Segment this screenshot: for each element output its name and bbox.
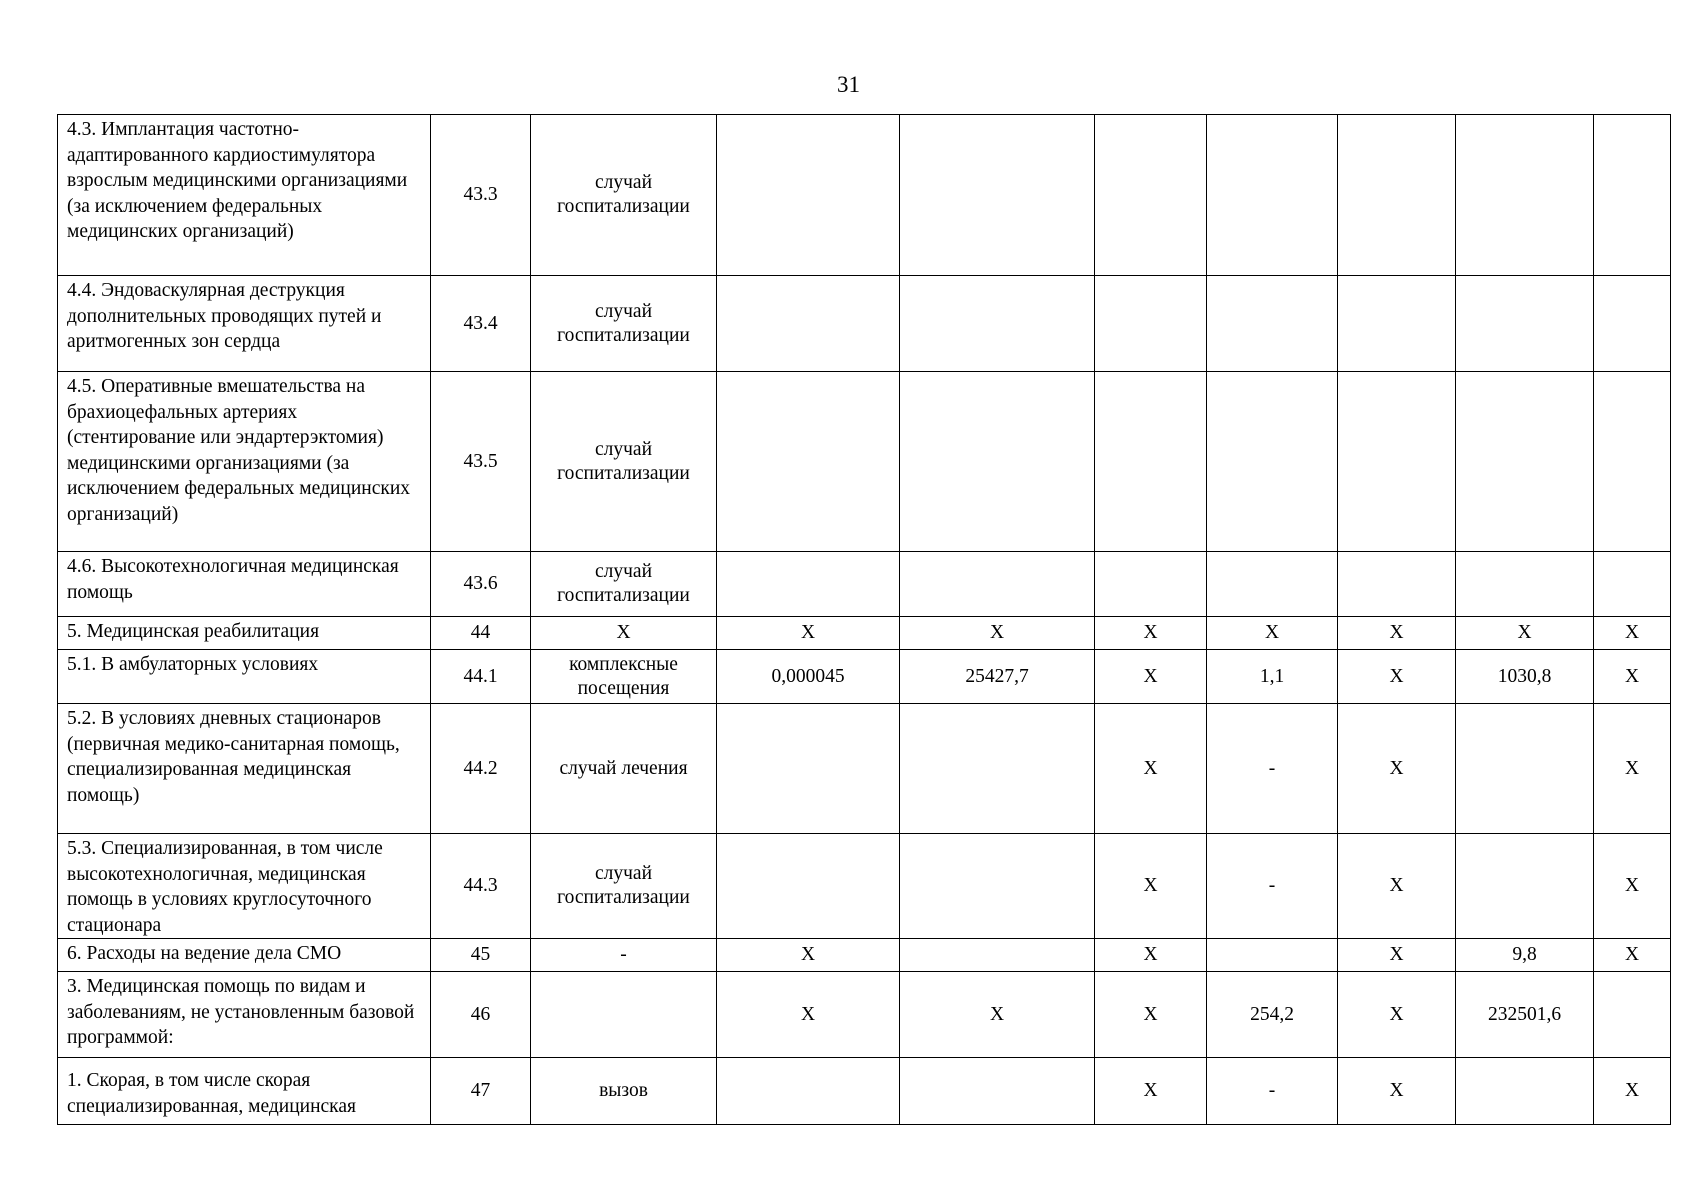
cell-c10	[1594, 972, 1671, 1058]
row-name: 4.6. Высокотехнологичная медицинская помощь	[58, 552, 431, 617]
cell-c6	[1095, 276, 1207, 372]
cell-c5	[900, 276, 1095, 372]
table-row	[58, 939, 1671, 972]
cell-c5	[900, 834, 1095, 939]
row-unit	[531, 972, 717, 1058]
cell-c4: Х	[717, 939, 900, 972]
table-row	[58, 650, 1671, 704]
cell-c6	[1095, 552, 1207, 617]
cell-c6: Х	[1095, 972, 1207, 1058]
cell-c10: Х	[1594, 704, 1671, 834]
row-code: 44	[431, 617, 531, 650]
cell-c4	[717, 834, 900, 939]
row-code: 43.6	[431, 552, 531, 617]
row-name: 4.5. Оперативные вмешательства на брахиоцефальных артериях (стентирование или эндартерэктомия) медицинскими организациями (за исключением федеральных медицинских организаций)	[58, 372, 431, 552]
cell-c6: Х	[1095, 650, 1207, 704]
cell-c7	[1207, 115, 1338, 276]
cell-c7: 254,2	[1207, 972, 1338, 1058]
cell-c9	[1456, 372, 1594, 552]
row-code: 44.2	[431, 704, 531, 834]
cell-c4	[717, 1058, 900, 1125]
row-code: 47	[431, 1058, 531, 1125]
table-row	[58, 704, 1671, 834]
cell-c9	[1456, 115, 1594, 276]
row-code: 44.1	[431, 650, 531, 704]
row-unit: случай лечения	[531, 704, 717, 834]
row-name: 4.4. Эндоваскулярная деструкция дополнительных проводящих путей и аритмогенных зон сердца	[58, 276, 431, 372]
page-number: 31	[837, 72, 860, 97]
cell-c8	[1338, 276, 1456, 372]
row-unit: случай госпитализации	[531, 834, 717, 939]
cell-c5	[900, 939, 1095, 972]
row-name: 4.3. Имплантация частотно-адаптированного кардиостимулятора взрослым медицинскими организациями (за исключением федеральных медицинских организаций)	[58, 115, 431, 276]
row-unit: случай госпитализации	[531, 552, 717, 617]
row-unit: случай госпитализации	[531, 115, 717, 276]
table-row	[58, 276, 1671, 372]
cell-c10: Х	[1594, 617, 1671, 650]
cell-c7: Х	[1207, 617, 1338, 650]
cell-c5	[900, 115, 1095, 276]
cell-c8: Х	[1338, 834, 1456, 939]
row-name: 5.3. Специализированная, в том числе высокотехнологичная, медицинская помощь в условиях круглосуточного стационара	[58, 834, 431, 939]
cell-c4	[717, 276, 900, 372]
cell-c5: Х	[900, 972, 1095, 1058]
data-table	[57, 114, 1671, 1125]
cell-c4: Х	[717, 617, 900, 650]
cell-c7	[1207, 552, 1338, 617]
cell-c8	[1338, 115, 1456, 276]
cell-c10	[1594, 115, 1671, 276]
cell-c10	[1594, 372, 1671, 552]
row-unit: случай госпитализации	[531, 276, 717, 372]
table-row	[58, 115, 1671, 276]
row-code: 44.3	[431, 834, 531, 939]
cell-c6: Х	[1095, 617, 1207, 650]
table-row	[58, 372, 1671, 552]
cell-c4	[717, 704, 900, 834]
cell-c5	[900, 372, 1095, 552]
cell-c4	[717, 372, 900, 552]
table-row	[58, 617, 1671, 650]
cell-c7	[1207, 276, 1338, 372]
cell-c10	[1594, 552, 1671, 617]
cell-c9	[1456, 552, 1594, 617]
cell-c6	[1095, 372, 1207, 552]
row-code: 43.4	[431, 276, 531, 372]
cell-c6: Х	[1095, 1058, 1207, 1125]
cell-c10	[1594, 276, 1671, 372]
row-unit: случай госпитализации	[531, 372, 717, 552]
cell-c4	[717, 552, 900, 617]
cell-c5	[900, 552, 1095, 617]
row-code: 46	[431, 972, 531, 1058]
cell-c4: 0,000045	[717, 650, 900, 704]
row-name: 5.2. В условиях дневных стационаров (первичная медико-санитарная помощь, специализированная медицинская помощь)	[58, 704, 431, 834]
table-row	[58, 972, 1671, 1058]
row-name: 6. Расходы на ведение дела СМО	[58, 939, 431, 972]
row-code: 43.5	[431, 372, 531, 552]
row-unit: Х	[531, 617, 717, 650]
cell-c8	[1338, 552, 1456, 617]
row-name: 1. Скорая, в том числе скорая специализированная, медицинская	[58, 1058, 431, 1125]
cell-c8: Х	[1338, 972, 1456, 1058]
cell-c6: Х	[1095, 939, 1207, 972]
row-unit: вызов	[531, 1058, 717, 1125]
cell-c7	[1207, 939, 1338, 972]
cell-c9	[1456, 704, 1594, 834]
cell-c4	[717, 115, 900, 276]
row-name: 5.1. В амбулаторных условиях	[58, 650, 431, 704]
row-code: 43.3	[431, 115, 531, 276]
cell-c6: Х	[1095, 704, 1207, 834]
cell-c9: Х	[1456, 617, 1594, 650]
cell-c6: Х	[1095, 834, 1207, 939]
cell-c10: Х	[1594, 1058, 1671, 1125]
cell-c9: 1030,8	[1456, 650, 1594, 704]
table-row	[58, 552, 1671, 617]
cell-c9	[1456, 834, 1594, 939]
cell-c5	[900, 704, 1095, 834]
cell-c8: Х	[1338, 1058, 1456, 1125]
cell-c7: -	[1207, 1058, 1338, 1125]
cell-c5: 25427,7	[900, 650, 1095, 704]
cell-c9	[1456, 1058, 1594, 1125]
cell-c10: Х	[1594, 650, 1671, 704]
cell-c4: Х	[717, 972, 900, 1058]
cell-c7: -	[1207, 704, 1338, 834]
row-name: 5. Медицинская реабилитация	[58, 617, 431, 650]
cell-c9: 232501,6	[1456, 972, 1594, 1058]
row-code: 45	[431, 939, 531, 972]
table-row	[58, 1058, 1671, 1125]
table-row	[58, 834, 1671, 939]
cell-c8: Х	[1338, 650, 1456, 704]
cell-c7	[1207, 372, 1338, 552]
cell-c8: Х	[1338, 939, 1456, 972]
row-unit: -	[531, 939, 717, 972]
cell-c6	[1095, 115, 1207, 276]
cell-c7: 1,1	[1207, 650, 1338, 704]
cell-c10: Х	[1594, 939, 1671, 972]
cell-c10: Х	[1594, 834, 1671, 939]
cell-c5: Х	[900, 617, 1095, 650]
cell-c5	[900, 1058, 1095, 1125]
cell-c9	[1456, 276, 1594, 372]
row-unit: комплексные посещения	[531, 650, 717, 704]
cell-c8	[1338, 372, 1456, 552]
cell-c7: -	[1207, 834, 1338, 939]
cell-c8: Х	[1338, 617, 1456, 650]
cell-c8: Х	[1338, 704, 1456, 834]
row-name: 3. Медицинская помощь по видам и заболеваниям, не установленным базовой программой:	[58, 972, 431, 1058]
cell-c9: 9,8	[1456, 939, 1594, 972]
